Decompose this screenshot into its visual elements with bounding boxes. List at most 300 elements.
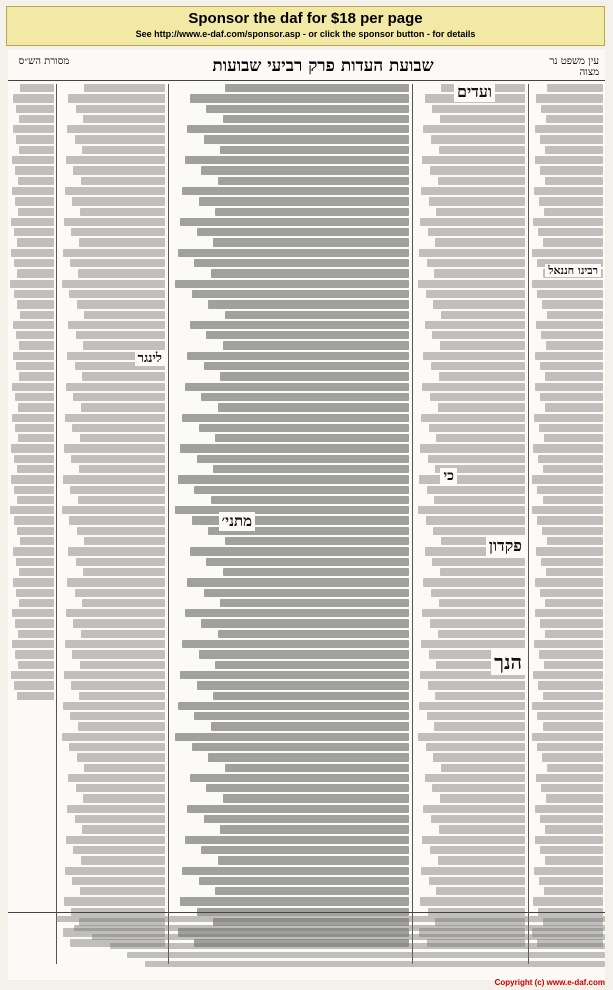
sponsor-title[interactable]: Sponsor the daf for $18 per page [188, 10, 423, 27]
tosafot-column [61, 84, 165, 964]
text-line [80, 661, 165, 669]
text-line [16, 135, 54, 143]
text-line [20, 537, 54, 545]
text-line [535, 805, 603, 813]
text-line [421, 414, 525, 422]
text-line [197, 228, 409, 236]
text-line [223, 794, 409, 802]
text-line [199, 650, 409, 658]
text-line [71, 455, 165, 463]
text-line [79, 692, 165, 700]
text-line [426, 516, 525, 524]
text-line [225, 764, 409, 772]
text-line [190, 774, 409, 782]
text-line [538, 455, 603, 463]
text-line [225, 537, 409, 545]
text-line [16, 331, 54, 339]
text-line [14, 516, 54, 524]
text-line [182, 414, 409, 422]
text-line [540, 815, 603, 823]
text-line [434, 722, 525, 730]
text-line [80, 434, 165, 442]
text-line [545, 372, 603, 380]
text-line [18, 208, 54, 216]
text-line [12, 640, 54, 648]
text-line [83, 341, 165, 349]
text-line [544, 887, 603, 895]
text-line [12, 609, 54, 617]
text-line [422, 156, 525, 164]
text-line [63, 702, 165, 710]
column-divider [56, 84, 57, 964]
text-line [547, 311, 603, 319]
text-line [62, 733, 165, 741]
text-line [536, 321, 603, 329]
text-line [83, 794, 165, 802]
text-line [180, 444, 409, 452]
text-line [435, 692, 525, 700]
text-line [187, 125, 409, 133]
column-divider [528, 84, 529, 964]
text-line [419, 249, 525, 257]
text-line [78, 269, 165, 277]
text-line [65, 187, 165, 195]
text-line [17, 300, 54, 308]
text-line [17, 269, 54, 277]
text-line [68, 774, 165, 782]
text-line [547, 537, 603, 545]
text-line [535, 125, 603, 133]
text-line [540, 846, 603, 854]
text-line [542, 753, 603, 761]
sponsor-link[interactable]: See http://www.e-daf.com/sponsor.asp - or click the sponsor button - for details [135, 29, 476, 39]
text-line [65, 867, 165, 875]
text-line [223, 568, 409, 576]
text-line [225, 84, 409, 92]
text-line [19, 568, 54, 576]
text-line [175, 280, 409, 288]
text-line [73, 846, 165, 854]
text-line [71, 228, 165, 236]
text-line [197, 681, 409, 689]
header-chapter-title: שבועת העדות פרק רביעי שבועות [212, 56, 434, 76]
text-line [215, 434, 409, 442]
text-line [536, 774, 603, 782]
text-line [429, 197, 525, 205]
text-line [63, 249, 165, 257]
text-line [545, 177, 603, 185]
text-line [14, 290, 54, 298]
text-line [537, 712, 603, 720]
text-line [533, 218, 603, 226]
text-line [418, 733, 525, 741]
text-line [66, 836, 165, 844]
text-line [65, 640, 165, 648]
text-line [439, 825, 525, 833]
text-line [77, 527, 165, 535]
text-line [543, 465, 603, 473]
text-line [533, 444, 603, 452]
text-line [208, 300, 409, 308]
text-line [13, 547, 54, 555]
text-line [10, 506, 54, 514]
text-line [439, 372, 525, 380]
tosafot-mark: כי [440, 468, 457, 485]
text-line [440, 115, 525, 123]
text-line [16, 589, 54, 597]
text-line [423, 805, 525, 813]
text-line [432, 105, 525, 113]
text-line [545, 146, 603, 154]
text-line [545, 403, 603, 411]
text-line [67, 125, 165, 133]
text-line [71, 681, 165, 689]
text-line [15, 166, 54, 174]
text-line [425, 321, 525, 329]
text-line [77, 753, 165, 761]
text-line [17, 465, 54, 473]
text-line [213, 238, 409, 246]
text-line [436, 887, 525, 895]
text-line [206, 784, 409, 792]
text-line [532, 475, 603, 483]
section-heading-pikadon: פקדון [486, 536, 525, 556]
text-line [435, 238, 525, 246]
text-line [420, 444, 525, 452]
rabeinu-chananel-heading: רבינו חננאל [545, 264, 601, 277]
text-line [190, 321, 409, 329]
text-line [19, 341, 54, 349]
text-line [541, 105, 603, 113]
text-line [20, 84, 54, 92]
text-line [537, 290, 603, 298]
text-line [81, 177, 165, 185]
text-line [12, 383, 54, 391]
text-line [11, 218, 54, 226]
text-line [72, 650, 165, 658]
text-line [199, 424, 409, 432]
text-line [11, 249, 54, 257]
text-line [546, 568, 603, 576]
text-line [430, 846, 525, 854]
text-line [546, 794, 603, 802]
text-line [19, 372, 54, 380]
text-line [190, 547, 409, 555]
text-line [438, 177, 525, 185]
text-line [431, 135, 525, 143]
text-line [543, 692, 603, 700]
text-line [68, 547, 165, 555]
text-line [77, 300, 165, 308]
text-line [547, 764, 603, 772]
text-line [192, 290, 409, 298]
text-line [18, 434, 54, 442]
text-line [69, 290, 165, 298]
text-line [182, 867, 409, 875]
gemara-mid-catchword: מתני׳ [219, 512, 255, 531]
text-line [431, 815, 525, 823]
text-line [206, 331, 409, 339]
text-line [83, 115, 165, 123]
text-line [423, 578, 525, 586]
text-line [540, 362, 603, 370]
text-line [73, 619, 165, 627]
text-line [69, 743, 165, 751]
text-line [215, 887, 409, 895]
footnote-line [92, 934, 605, 940]
text-line [201, 619, 409, 627]
text-line [69, 516, 165, 524]
text-line [64, 218, 165, 226]
text-line [68, 94, 165, 102]
text-line [432, 784, 525, 792]
text-line [82, 825, 165, 833]
footnote-line [110, 943, 606, 949]
text-line [84, 84, 165, 92]
text-line [15, 197, 54, 205]
text-line [535, 578, 603, 586]
text-line [434, 269, 525, 277]
text-line [79, 238, 165, 246]
text-line [83, 568, 165, 576]
text-line [194, 712, 409, 720]
text-line [541, 331, 603, 339]
text-line [428, 455, 525, 463]
text-line [418, 280, 525, 288]
text-line [180, 897, 409, 905]
text-line [204, 589, 409, 597]
column-divider [168, 84, 169, 964]
rashi-catchword: לינגר [135, 350, 165, 366]
text-line [204, 815, 409, 823]
text-line [534, 640, 603, 648]
text-line [206, 105, 409, 113]
text-line [12, 156, 54, 164]
text-line [211, 269, 409, 277]
text-line [436, 208, 525, 216]
footnote-line [145, 961, 605, 967]
text-line [220, 372, 409, 380]
ein-mishpat-column [531, 84, 603, 964]
text-line [72, 877, 165, 885]
gemara-catchword: ועדים [454, 82, 495, 102]
text-line [204, 135, 409, 143]
text-line [533, 671, 603, 679]
copyright-text[interactable]: Copyright (c) www.e-daf.com [494, 978, 605, 987]
header-right-ein-mishpat: עין משפט נר מצוה [549, 56, 599, 78]
page-header [8, 54, 605, 81]
text-line [541, 784, 603, 792]
text-line [199, 877, 409, 885]
text-line [17, 238, 54, 246]
text-line [433, 527, 525, 535]
text-line [538, 681, 603, 689]
text-line [79, 465, 165, 473]
text-line [11, 444, 54, 452]
text-line [430, 166, 525, 174]
text-line [75, 589, 165, 597]
text-line [15, 424, 54, 432]
text-line [439, 599, 525, 607]
text-line [540, 393, 603, 401]
text-line [542, 527, 603, 535]
text-line [421, 187, 525, 195]
text-line [540, 619, 603, 627]
text-line [544, 661, 603, 669]
text-line [82, 372, 165, 380]
text-line [67, 578, 165, 586]
text-line [430, 393, 525, 401]
text-line [420, 218, 525, 226]
text-line [419, 475, 525, 483]
text-line [544, 208, 603, 216]
text-line [208, 753, 409, 761]
text-line [423, 125, 525, 133]
text-line [543, 496, 603, 504]
text-line [187, 352, 409, 360]
text-line [64, 671, 165, 679]
text-line [220, 825, 409, 833]
sponsor-subtitle[interactable] [7, 29, 604, 39]
text-line [204, 362, 409, 370]
text-line [19, 146, 54, 154]
text-line [66, 383, 165, 391]
text-line [75, 815, 165, 823]
text-line [532, 733, 603, 741]
text-line [440, 794, 525, 802]
text-line [438, 630, 525, 638]
text-line [64, 444, 165, 452]
text-line [16, 105, 54, 113]
text-line [12, 414, 54, 422]
text-line [441, 764, 525, 772]
text-line [225, 311, 409, 319]
text-line [223, 115, 409, 123]
text-line [76, 105, 165, 113]
text-line [70, 259, 165, 267]
text-line [218, 630, 409, 638]
text-line [178, 702, 409, 710]
text-line [62, 506, 165, 514]
text-line [426, 290, 525, 298]
text-line [19, 115, 54, 123]
text-line [213, 692, 409, 700]
text-line [544, 434, 603, 442]
text-line [182, 640, 409, 648]
text-line [223, 341, 409, 349]
text-line [436, 434, 525, 442]
text-line [532, 506, 603, 514]
text-line [76, 558, 165, 566]
text-line [185, 836, 409, 844]
text-line [180, 218, 409, 226]
text-line [537, 743, 603, 751]
text-line [220, 599, 409, 607]
text-line [81, 630, 165, 638]
text-line [187, 578, 409, 586]
text-line [16, 362, 54, 370]
text-line [14, 228, 54, 236]
text-line [75, 135, 165, 143]
text-line [215, 208, 409, 216]
text-line [547, 84, 603, 92]
text-line [535, 383, 603, 391]
text-line [70, 712, 165, 720]
text-line [62, 280, 165, 288]
text-line [11, 671, 54, 679]
text-line [175, 506, 409, 514]
text-line [72, 424, 165, 432]
text-line [68, 321, 165, 329]
text-line [187, 805, 409, 813]
text-line [534, 414, 603, 422]
text-line [81, 856, 165, 864]
text-line [18, 661, 54, 669]
text-line [423, 352, 525, 360]
text-line [66, 609, 165, 617]
text-line [218, 856, 409, 864]
text-line [18, 403, 54, 411]
text-line [175, 733, 409, 741]
text-line [438, 403, 525, 411]
text-line [215, 661, 409, 669]
text-line [20, 311, 54, 319]
text-line [192, 743, 409, 751]
text-line [419, 702, 525, 710]
text-line [537, 486, 603, 494]
text-line [420, 897, 525, 905]
sponsor-banner[interactable] [6, 6, 605, 46]
text-line [63, 475, 165, 483]
text-line [15, 393, 54, 401]
text-line [14, 486, 54, 494]
text-line [534, 867, 603, 875]
text-line [543, 238, 603, 246]
text-line [13, 321, 54, 329]
text-line [418, 506, 525, 514]
text-line [537, 516, 603, 524]
text-line [422, 383, 525, 391]
text-line [80, 208, 165, 216]
text-line [211, 496, 409, 504]
text-line [427, 712, 525, 720]
masoret-column [10, 84, 54, 964]
text-line [82, 599, 165, 607]
text-line [10, 280, 54, 288]
text-line [535, 836, 603, 844]
footnote-line [74, 925, 605, 931]
text-line [534, 187, 603, 195]
text-line [76, 784, 165, 792]
text-line [76, 331, 165, 339]
text-line [178, 249, 409, 257]
text-line [17, 527, 54, 535]
text-line [426, 743, 525, 751]
text-line [539, 424, 603, 432]
text-line [218, 403, 409, 411]
text-line [538, 228, 603, 236]
text-line [546, 115, 603, 123]
text-line [540, 589, 603, 597]
text-line [84, 764, 165, 772]
text-line [12, 187, 54, 195]
text-line [180, 671, 409, 679]
text-line [14, 455, 54, 463]
text-line [220, 146, 409, 154]
text-line [532, 280, 603, 288]
footnote-line [56, 916, 605, 922]
text-line [428, 228, 525, 236]
